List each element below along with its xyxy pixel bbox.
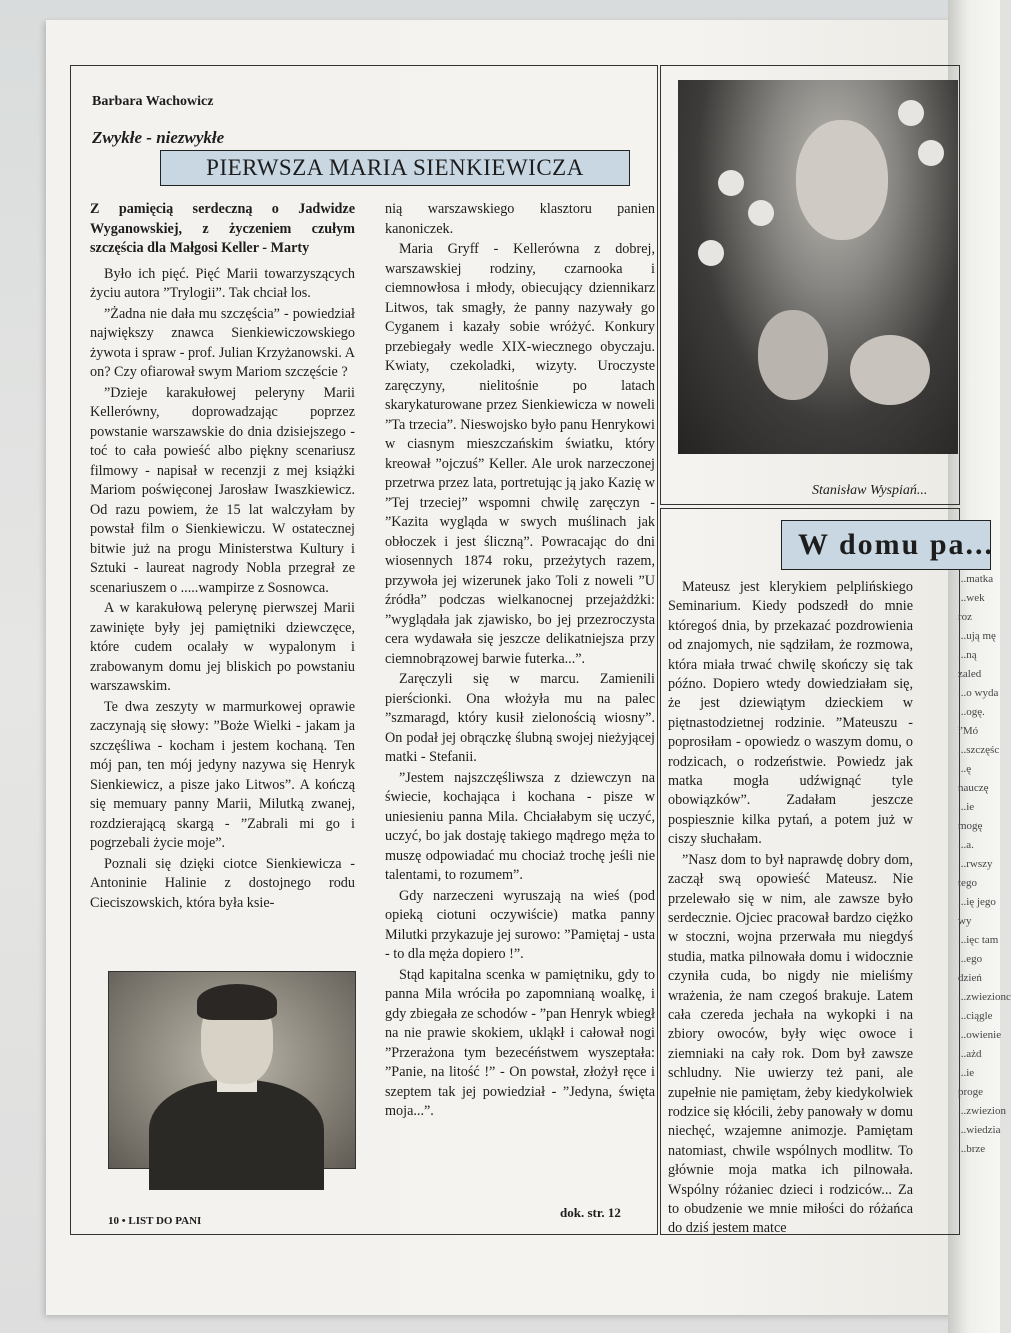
edge-fragment: ...zwiezionc [958,991,1011,1003]
edge-fragment: ...zwiezion [958,1105,1006,1117]
edge-fragment: ...ię jego wy [958,896,996,927]
paragraph: Gdy narzeczeni wyruszają na wieś (pod opieką ciotuni oczywiście) matka panny Milutki przykazuje jej surowo: ”Pamiętaj - usta - to dla męża dopiero !”. [385,887,655,962]
paragraph: nią warszawskiego klasztoru panien kanoniczek. [385,201,655,237]
edge-fragment: ...ciągle [958,1010,993,1022]
wyspianski-illustration [678,80,958,454]
edge-fragment: ...ę nauczę [958,763,989,794]
paragraph: Stąd kapitalna scenka w pamiętniku, gdy to panna Mila wróciła po zapomnianą woalkę, i gdy zbiegała ze schodów - ”pan Henryk wbiegł na nie prawie skokiem, ukląkł i całował nogi ”Przerażona tym bezecéństwem wyszeptała: ”Panie, na litość !” - On powstał, złożył ręce i szeptem tak jej powiedział - ”Jedyna, święta moja...”. [385,966,655,1119]
paragraph: ”Jestem najszczęśliwsza z dziewczyn na świecie, kochająca i kochana - pisze w uniesieniu panna Mila. Chciałabym się uczyć, uczyć, bo jak dostaję takiego mądrego męża to muszę odpowiadać mu chociaż trochę jeśli nie talentami, to rozumem”. [385,769,655,883]
edge-fragment: ...o wyda [958,687,999,699]
edge-fragment: ...a. [958,839,974,851]
edge-fragment: ...brze [958,1143,986,1155]
article-kicker: Zwykłe - niezwykłe [92,128,225,147]
edge-fragment: ...ego dzień [958,953,983,984]
edge-fragment: ...ie proge [958,1067,984,1098]
edge-fragment: ...szczęśc [958,744,1000,756]
paragraph: Poznali się dzięki ciotce Sienkiewicza - Antoninie Halinie z dostojnego rodu Cieciszowskich, która była ksie- [90,855,355,911]
paragraph: Było ich pięć. Pięć Marii towarzyszących życiu autora ”Trylogii”. Tak chciał los. [90,265,355,301]
edge-fragment: ...owienie [958,1029,1002,1041]
paragraph: ”Żadna nie dała mu szczęścia” - powiedział największy znawca Sienkiewiczowskiego żywota i spraw - prof. Julian Krzyżanowski. A on? Czy ofiarował swym Mariom szczęście ? [90,305,355,380]
edge-fragment: ...ną zaled [958,649,982,680]
sienkiewicz-portrait-photo [108,971,356,1169]
paragraph: Maria Gryff - Kellerówna z dobrej, warszawskiej rodziny, czarnooka i ciemnowłosa i młody, obiecujący dziennikarz Litwos, tak smagły, że panny nazywały go Cyganem i kazały sobie wróżyć. Konkury przebiegały wedle XIX-wiecznego obyczaju. Kwiaty, czekoladki, wizyty. Uroczyste zaręczyny, nielitośnie po latach skarykaturowane przez Sienkiewicza w noweli ”Ta trzecia”. Nieswojsko było panu Henrykowi w ciasnym mieszczańskim światku, który kreował ”ojczuś” Keller. Ale urok narzeczonej przetrwa przez lata, portretując ją jako Kazię w ”Tej trzeciej” wspomni chwilę zaręczyn - ”Kazita wygląda w swych muślinach jak obłoczek i jest śliczną”. Powracając do dni wiosennych 1874 roku, przeżytych razem, przywoła jej wizerunek jako Toli z noweli ”U źródła” podczas wielkanocnej przejażdżki: ”wyglądała jak zjawisko, bo jej przezroczysta cera wydawała się jeszcze delikatniejsza przy ciemnobrązowej barwie futerka...”. [385,241,655,667]
paragraph: ”Nasz dom to był naprawdę dobry dom, zaczął swą opowieść Mateusz. Nie przelewało się w nim, ale zawsze było serdecznie. Ojciec pracował bardzo ciężko w stoczni, wojna przerwała mu niegdyś studia, matka pilnowała domu i widocznie czyniła cuda, bo nigdy nie mieliśmy wrażenia, że nam czegoś brakuje. Latem cała czereda jechała na wykopki i na zbiory owoców, były więc owoce i ziemniaki na cały rok. Dom był zawsze schludny. Nie uwierzy też pani, ale zupełnie nie pamiętam, żeby kiedykolwiek rodzice się kłócili, żeby panowały w domu niechęć, wzajemne animozje. Pamiętam natomiast, chwile wspólnych modlitw. To głównie moja matka ich pilnowała. Wspólny różaniec dzieci i rodziców... Za to obudzenie we mnie miłości do różańca do dziś jestem matce [668,851,913,1237]
edge-fragment: ...ie mogę [958,801,983,832]
article-headline: PIERWSZA MARIA SIENKIEWICZA [206,155,584,180]
paragraph: Te dwa zeszyty w marmurkowej oprawie zaczynają się słowy: ”Boże Wielki - jakam ja szczęśliwa - kocham i jestem kochaną. Ten mój pan, ten mój jedyny nazywa się Henryk Sienkiewicz, a pisze jako Litwos”. A kończą się memuary panny Marii, Milutką zwanej, rozdzierającą skargą - ”Zabrali mi go i pogrzebali życie moje”. [90,698,355,851]
article-column-1 [90,200,355,914]
paragraph: ”Dzieje karakułowej peleryny Marii Kellerówny, doprowadzając poprzez powstanie warszawskie do dnia dzisiejszego - toć to cała powieść albo piękny scenariusz filmowy - napisał w recenzji z mej książki Mariom poświęconej Jarosław Iwaszkiewicz. Od razu powiem, że 15 lat walczyłam by powstał film o Sienkiewiczu. W ostatecznej bitwie już na progu Ministerstwa Kultury i Sztuki - laureat nagrody Nobla przegrał ze scenariuszem o .....wampirze z Sosnowca. [90,384,355,596]
article-column-2 [385,200,655,1123]
edge-fragment: ...wek roz [958,592,985,623]
edge-fragment: ...wiedzia [958,1124,1001,1136]
edge-fragment: ...matka [958,573,994,585]
paragraph: Zaręczyli się w marcu. Zamienili pierścionki. Ona włożyła mu na palec ”szmaragd, który kusił zielonością wiosny”. On podał jej obrączkę ślubną swojej nieżyjącej matki - Stefanii. [385,671,655,765]
edge-fragment: ...ogę. ”Mó [958,706,985,737]
continued-reference: dok. str. 12 [560,1205,621,1220]
article-author: Barbara Wachowicz [92,94,214,109]
second-article-column [668,578,913,1240]
edge-fragment: ...ażd [958,1048,982,1060]
illustration-caption: Stanisław Wyspiań... [812,483,928,498]
edge-fragment: ...ięc tam [958,934,999,946]
cut-off-column-fragments [958,570,1011,1155]
paragraph: Mateusz jest klerykiem pelplińskiego Seminarium. Kiedy podszedł do mnie któregoś dnia, by przekazać pozdrowienia od znajomych, nie sądziłam, że rozmowa, która miała trwać chwilę skończy się tak późno. Dopiero wtedy dowiedziałam się, że jest dziewiątym dzieckiem w piętnastodzietnej rodzinie. ”Mateuszu - poprosiłam - opowiedz o waszym domu, o rodzicach, o rodzeństwie. Powiedz jak matka mogła udźwignąć tyle obowiązków”. Zadałam jeszcze pospiesznie kilka pytań, a potem już w ciszy słuchałam. [668,579,913,848]
second-headline-box [781,520,995,570]
page-footer: 10 • LIST DO PANI [108,1215,202,1227]
edge-fragment: ...rwszy tego [958,858,993,889]
edge-fragment: ...ują mę [958,630,996,642]
second-article-headline: W domu pa... [798,528,995,561]
paragraph: A w karakułową pelerynę pierwszej Marii zawinięte były jej pamiętniki dziewczęce, które cudem ocalały w wypalonym i zrabowanym domu jej bliskich po powstaniu warszawskim. [90,600,355,694]
headline-box [160,150,630,186]
article-lead: Z pamięcią serdeczną o Jadwidze Wyganowskiej, z życzeniem czułym szczęścia dla Małgosi Keller - Marty [90,201,355,256]
